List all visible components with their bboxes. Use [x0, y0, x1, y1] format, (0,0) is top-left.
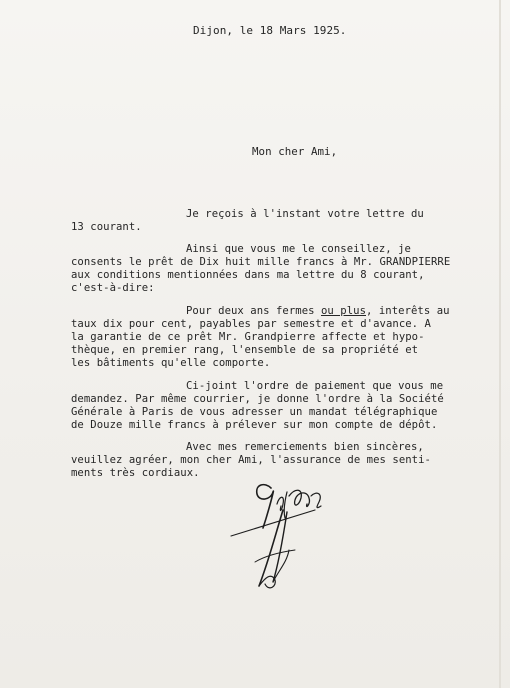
paragraph-3-line-2: taux dix pour cent, payables par semestre et d'avance. A [71, 318, 431, 330]
handwritten-signature [225, 470, 335, 600]
paragraph-3-line-4: thèque, en premier rang, l'ensemble de sa propriété et [71, 344, 419, 356]
paragraph-4-line-1: Ci-joint l'ordre de paiement que vous me [186, 380, 444, 392]
underlined-phrase: ou plus [321, 305, 366, 317]
paragraph-2-line-1: Ainsi que vous me le conseillez, je [186, 243, 411, 255]
letter-date: Dijon, le 18 Mars 1925. [193, 24, 347, 37]
paragraph-5-line-1: Avec mes remerciements bien sincères, [186, 441, 424, 453]
paragraph-4-line-2: demandez. Par même courrier, je donne l'ordre à la Société [71, 393, 444, 405]
paragraph-5-line-3: ments très cordiaux. [71, 467, 200, 479]
paragraph-3-line-3: la garantie de ce prêt Mr. Grandpierre affecte et hypo- [71, 331, 425, 343]
paper-edge-mark [499, 0, 501, 688]
paragraph-3-line-1 [186, 305, 450, 317]
paragraph-5-line-2: veuillez agréer, mon cher Ami, l'assurance de mes senti- [71, 454, 431, 466]
paragraph-1-line-2: 13 courant. [71, 221, 142, 233]
paragraph-1-line-1: Je reçois à l'instant votre lettre du [186, 208, 424, 220]
paragraph-4-line-3: Générale à Paris de vous adresser un mandat télégraphique [71, 406, 438, 418]
paragraph-2-line-4: c'est-à-dire: [71, 282, 155, 294]
paragraph-2-line-3: aux conditions mentionnées dans ma lettre du 8 courant, [71, 269, 425, 281]
paragraph-3-line-5: les bâtiments qu'elle comporte. [71, 357, 271, 369]
paragraph-4-line-4: de Douze mille francs à prélever sur mon compte de dépôt. [71, 419, 438, 431]
paragraph-3-line-1-text: Pour deux ans fermes ou plus, interêts au [186, 305, 450, 317]
paragraph-2-line-2: consents le prêt de Dix huit mille francs à Mr. GRANDPIERRE [71, 256, 451, 268]
letter-salutation: Mon cher Ami, [252, 145, 338, 158]
